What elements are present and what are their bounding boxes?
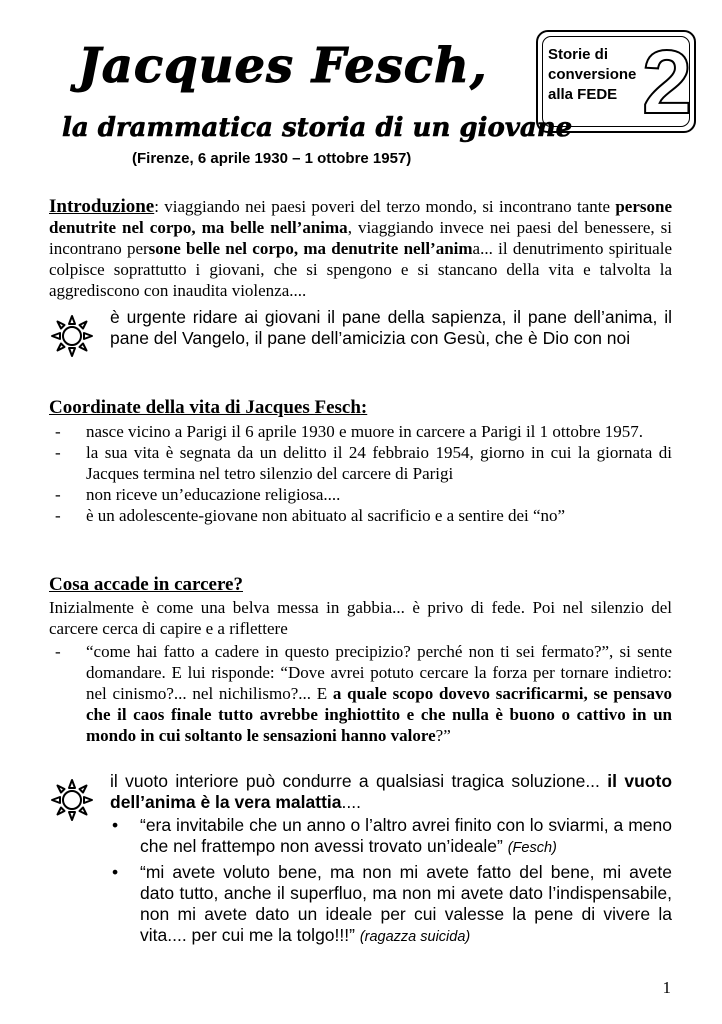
bullet-text: “era invitabile che un anno o l’altro avrei finito con lo sviarmi, a meno che nel frattempo non avessi trovato un’ideale” (140, 815, 672, 856)
sun-icon (50, 778, 94, 822)
quote-end: ?” (435, 726, 451, 745)
list-item-text: è un adolescente-giovane non abituato al sacrificio e a sentire dei “no” (86, 506, 566, 525)
intro-paragraph (49, 196, 672, 301)
list-item (55, 484, 672, 505)
bullet-marker: • (112, 815, 119, 835)
list-item-text: la sua vita è segnata da un delitto il 24 febbraio 1954, giorno in cui la giornata di Jacques termina nel tetro silenzio del carcere di Parigi (86, 443, 672, 483)
dash-marker: - (55, 443, 61, 462)
bullet-text: “mi avete voluto bene, ma non mi avete fatto del bene, mi avete dato tutto, anche il superfluo, ma non mi avete dato l’indispensabile, non mi avete dato un ideale per cui valesse la pene di vivere la vita.... per cui me la tolgo!!!” (140, 862, 672, 945)
list-item-text: non riceve un’educazione religiosa.... (86, 485, 341, 504)
dash-marker: - (55, 485, 61, 504)
page-number: 1 (662, 978, 671, 997)
coordinate-heading-colon: : (360, 397, 368, 418)
dates-line: (Firenze, 6 aprile 1930 – 1 ottobre 1957) (132, 150, 412, 167)
intro-label: Introduzione (49, 196, 155, 217)
bullet-marker: • (112, 862, 119, 882)
coordinate-heading (49, 397, 367, 419)
callout-end: .... (341, 792, 361, 812)
sun-icon (50, 314, 94, 358)
dash-marker: - (55, 422, 61, 441)
carcere-heading: Cosa accade in carcere? (49, 574, 243, 595)
dash-marker: - (55, 642, 61, 661)
coordinate-heading-text: Coordinate della vita di Jacques Fesch (49, 397, 361, 418)
carcere-intro: Inizialmente è come una belva messa in gabbia... è privo di fede. Poi nel silenzio del carcere cerca di capire e a riflettere (49, 598, 672, 638)
carcere-quote-list (55, 641, 672, 746)
intro-bold-1: persone denutrite nel corpo, ma belle nell’anima (49, 197, 672, 237)
series-number: 2 (642, 33, 693, 133)
carcere-bullet-list (110, 815, 672, 951)
document-title: Jacques Fesch, (78, 38, 488, 94)
quote-bold: a quale scopo dovevo sacrificarmi, se pensavo che il caos finale tutto avrebbe inghiottito e che nulla è buono o cattivo in un mondo in cui soltanto le sensazioni hanno valore (86, 684, 672, 745)
callout-text: il vuoto interiore può condurre a qualsiasi tragica soluzione... (110, 771, 608, 791)
list-item (110, 862, 672, 948)
intro-text-2: , viaggiando invece nei paesi del benessere, si incontrano per (49, 218, 672, 258)
dash-marker: - (55, 506, 61, 525)
intro-text-1: : viaggiando nei paesi poveri del terzo mondo, si incontrano tante (154, 197, 616, 216)
list-item-text: nasce vicino a Parigi il 6 aprile 1930 e muore in carcere a Parigi il 1 ottobre 1957. (86, 422, 644, 441)
series-label-line2: conversione (548, 66, 637, 83)
list-item (55, 505, 672, 526)
list-item (55, 641, 672, 746)
coordinate-list (55, 421, 672, 526)
series-label (548, 45, 636, 105)
document-subtitle: la drammatica storia di un giovane (62, 113, 573, 143)
list-item (55, 442, 672, 484)
carcere-callout (110, 771, 672, 813)
series-label-line3: alla FEDE (548, 86, 618, 103)
bullet-attribution: (ragazza suicida) (359, 929, 471, 945)
quote-text: “come hai fatto a cadere in questo precipizio? perché non ti sei fermato?”, si sente domandare. E lui risponde: “Dove avrei potuto cercare la forza per tornare indietro: nel cinismo?... nel nichilismo?... E (86, 642, 672, 703)
callout-bold: il vuoto dell’anima è la vera malattia (110, 771, 673, 812)
list-item (55, 421, 672, 442)
list-item (110, 815, 672, 859)
intro-callout: è urgente ridare ai giovani il pane della sapienza, il pane dell’anima, il pane del Vangelo, il pane dell’amicizia con Gesù, che è Dio con noi (110, 307, 672, 348)
series-label-line1: Storie di (548, 46, 609, 63)
bullet-attribution: (Fesch) (507, 840, 557, 856)
intro-text-3: a... il denutrimento spirituale colpisce soprattutto i giovani, che si spengono e si stancano della vita e talvolta la aggrediscono con inaudita violenza.... (49, 239, 672, 300)
series-box (536, 30, 696, 133)
intro-bold-2: sone belle nel corpo, ma denutrite nell’anim (148, 239, 473, 258)
